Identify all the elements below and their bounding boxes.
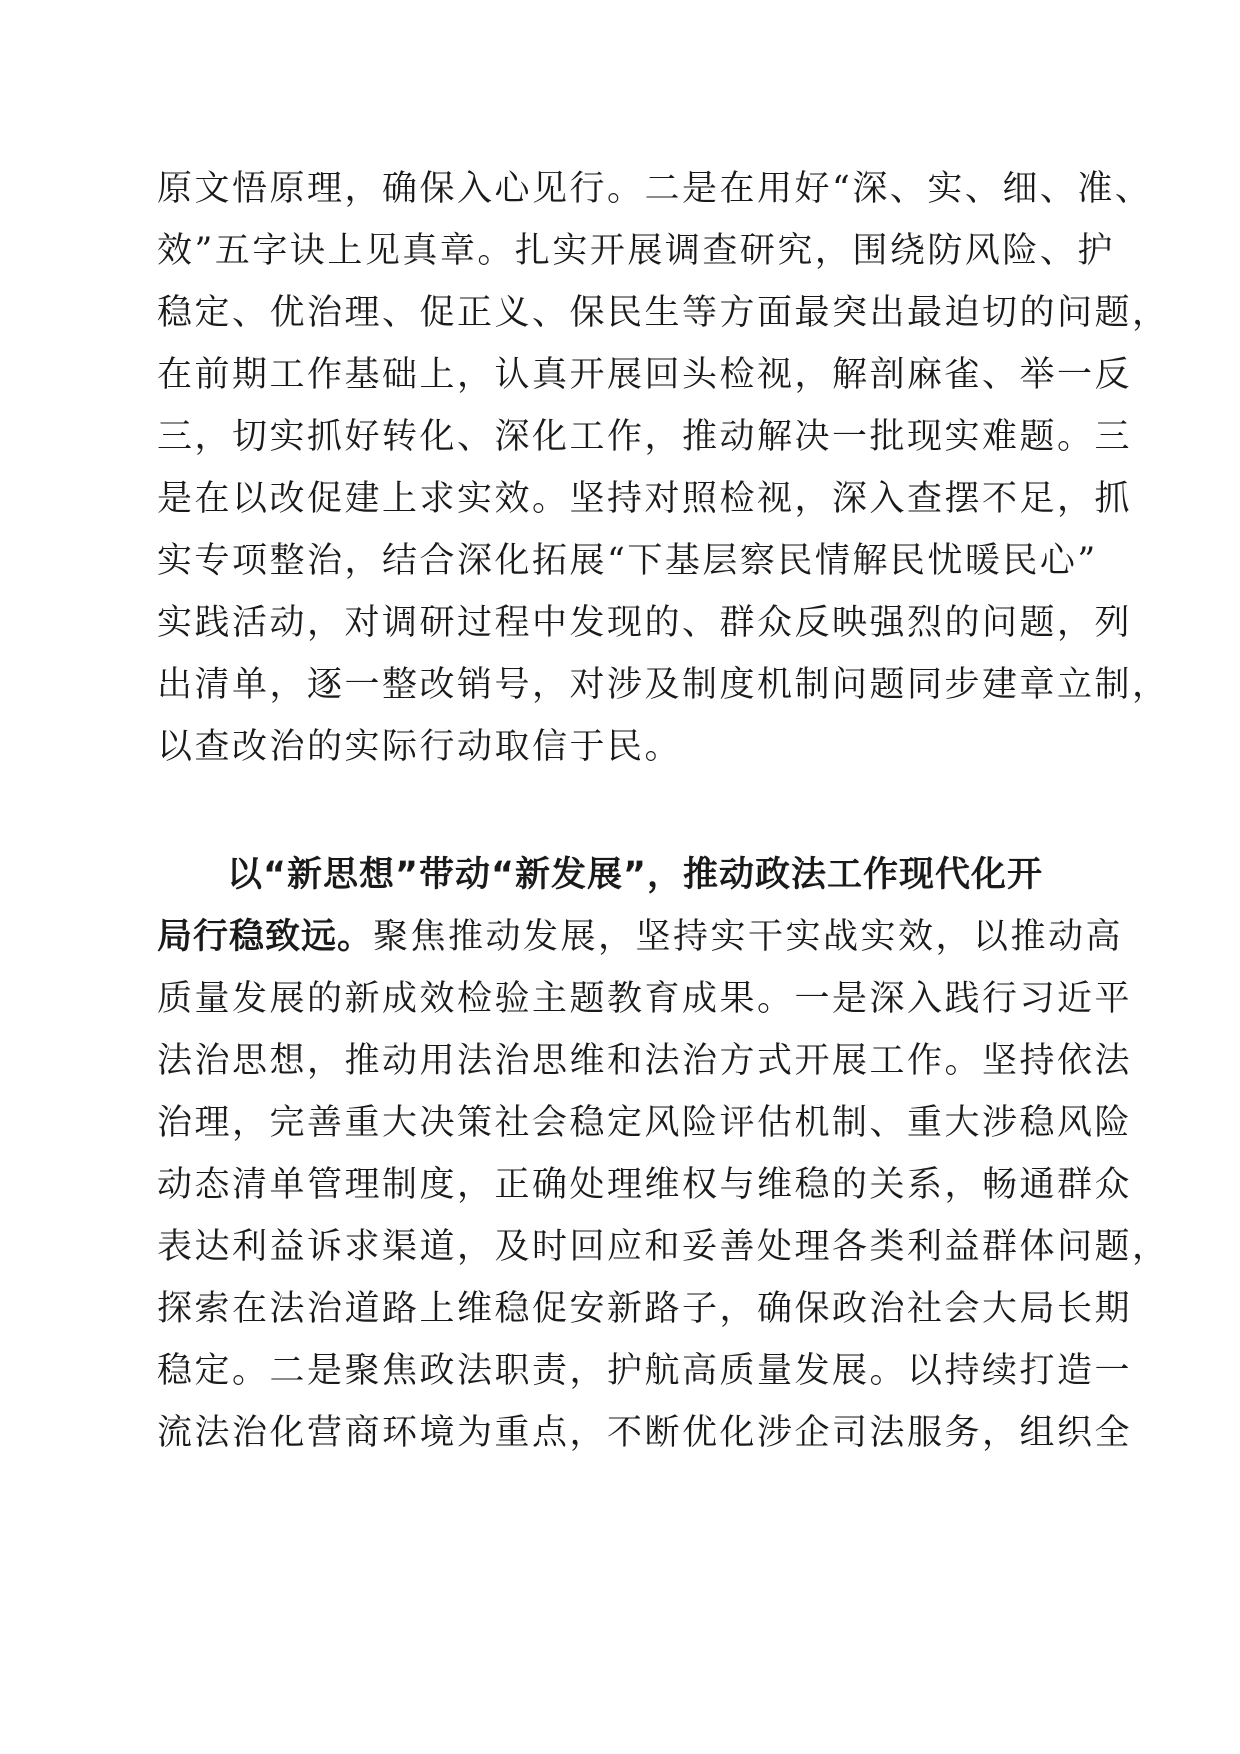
paragraph-2-line: 法治思想，推动用法治思维和法治方式开展工作。坚持依法 xyxy=(157,1041,1133,1081)
paragraph-1-line: 三，切实抓好转化、深化工作，推动解决一批现实难题。三 xyxy=(157,417,1133,457)
paragraph-1-line: 以查改治的实际行动取信于民。 xyxy=(157,727,683,767)
paragraph-1-line: 效”五字诀上见真章。扎实开展调查研究，围绕防风险、护 xyxy=(157,231,1115,271)
paragraph-1-line: 实专项整治，结合深化拓展“下基层察民情解民忧暖民心” xyxy=(157,541,1098,581)
paragraph-2-line: 流法治化营商环境为重点，不断优化涉企司法服务，组织全 xyxy=(157,1413,1133,1453)
paragraph-1-line: 在前期工作基础上，认真开展回头检视，解剖麻雀、举一反 xyxy=(157,355,1133,395)
paragraph-1-line: 是在以改促建上求实效。坚持对照检视，深入查摆不足，抓 xyxy=(157,479,1133,519)
paragraph-2-text: 聚焦推动发展，坚持实干实战实效，以推动高 xyxy=(373,917,1124,957)
paragraph-2-line: 质量发展的新成效检验主题教育成果。一是深入践行习近平 xyxy=(157,979,1133,1019)
paragraph-1-line: 稳定、优治理、促正义、保民生等方面最突出最迫切的问题， xyxy=(157,293,1170,333)
paragraph-2-line: 探索在法治道路上维稳促安新路子，确保政治社会大局长期 xyxy=(157,1289,1133,1329)
paragraph-2-heading-line xyxy=(227,844,1097,906)
paragraph-2-line xyxy=(157,906,1124,968)
paragraph-2-line: 表达利益诉求渠道，及时回应和妥善处理各类利益群体问题， xyxy=(157,1227,1170,1267)
paragraph-2-line: 稳定。二是聚焦政法职责，护航高质量发展。以持续打造一 xyxy=(157,1351,1133,1391)
paragraph-1-line: 实践活动，对调研过程中发现的、群众反映强烈的问题，列 xyxy=(157,603,1133,643)
section-heading-continued: 局行稳致远。 xyxy=(157,917,374,957)
paragraph-1-line: 原文悟原理，确保入心见行。二是在用好“深、实、细、准、 xyxy=(157,169,1153,209)
paragraph-1-line: 出清单，逐一整改销号，对涉及制度机制问题同步建章立制， xyxy=(157,665,1170,705)
section-heading: 以“新思想”带动“新发展”，推动政法工作现代化开 xyxy=(227,855,1044,895)
paragraph-2-line: 治理，完善重大决策社会稳定风险评估机制、重大涉稳风险 xyxy=(157,1103,1133,1143)
paragraph-2-line: 动态清单管理制度，正确处理维权与维稳的关系，畅通群众 xyxy=(157,1165,1133,1205)
